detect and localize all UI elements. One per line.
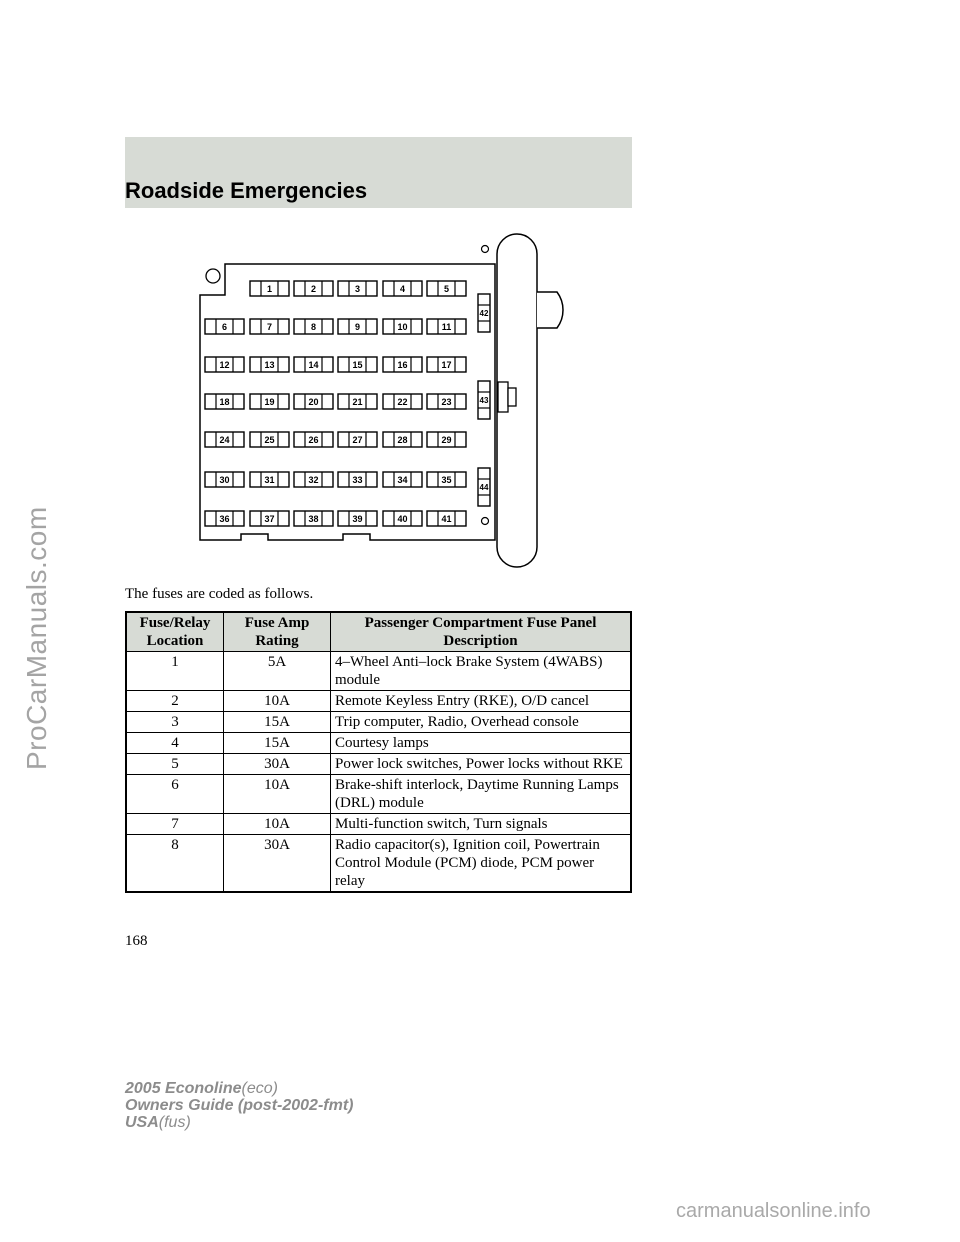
fuse-slot <box>294 357 333 372</box>
footer-market-line <box>125 1114 353 1131</box>
fuse-number: 20 <box>308 397 319 407</box>
cell-description: Radio capacitor(s), Ignition coil, Powertrain Control Module (PCM) diode, PCM power relay <box>331 835 632 893</box>
table-row <box>126 652 631 691</box>
fuse-slot <box>338 511 377 526</box>
fuse-number: 35 <box>441 475 452 485</box>
cell-rating: 5A <box>224 652 331 691</box>
fuse-number: 12 <box>219 360 230 370</box>
fuse-number: 2 <box>310 284 317 294</box>
fuse-number: 9 <box>354 322 361 332</box>
fuse-number: 15 <box>352 360 363 370</box>
cell-location: 5 <box>126 754 224 775</box>
cell-description: 4–Wheel Anti–lock Brake System (4WABS) module <box>331 652 632 691</box>
cell-rating: 15A <box>224 733 331 754</box>
fuse-slot <box>250 394 289 409</box>
fuse-number: 6 <box>221 322 228 332</box>
fuse-number: 25 <box>264 435 275 445</box>
fuse-slot <box>427 357 466 372</box>
table-row <box>126 691 631 712</box>
intro-text: The fuses are coded as follows. <box>125 586 314 602</box>
fuse-slot <box>294 432 333 447</box>
cell-location: 8 <box>126 835 224 893</box>
fuse-slot <box>383 281 422 296</box>
table-row <box>126 835 631 893</box>
fuse-slot <box>294 281 333 296</box>
fuse-slot <box>250 472 289 487</box>
fuse-slot <box>205 472 244 487</box>
fuse-number: 24 <box>219 435 230 445</box>
table-header-row <box>126 612 631 652</box>
side-watermark: ProCarManuals.com <box>21 506 52 770</box>
fuse-number: 37 <box>264 514 275 524</box>
cell-description: Trip computer, Radio, Overhead console <box>331 712 632 733</box>
cell-description: Multi-function switch, Turn signals <box>331 814 632 835</box>
fuse-number: 36 <box>219 514 230 524</box>
fuse-slot <box>383 357 422 372</box>
cell-location: 4 <box>126 733 224 754</box>
cell-rating: 10A <box>224 775 331 814</box>
fuse-number: 33 <box>352 475 363 485</box>
fuse-number: 30 <box>219 475 230 485</box>
bottom-watermark: carmanualsonline.info <box>676 1200 871 1222</box>
section-title: Roadside Emergencies <box>125 178 368 203</box>
footer-model: 2005 Econoline <box>125 1080 242 1097</box>
fuse-number: 1 <box>266 284 273 294</box>
table-row <box>126 775 631 814</box>
fuse-number: 7 <box>266 322 273 332</box>
fuse-number: 10 <box>397 322 408 332</box>
fuse-number: 29 <box>441 435 452 445</box>
cell-description: Brake-shift interlock, Daytime Running Lamps (DRL) module <box>331 775 632 814</box>
fuse-number: 32 <box>308 475 319 485</box>
fuse-slot <box>338 472 377 487</box>
table-row <box>126 754 631 775</box>
cell-location: 3 <box>126 712 224 733</box>
fuse-number: 11 <box>441 322 452 332</box>
fuse-number: 40 <box>397 514 408 524</box>
fuse-number: 5 <box>443 284 450 294</box>
cell-description: Courtesy lamps <box>331 733 632 754</box>
fuse-number: 41 <box>441 514 452 524</box>
table-row <box>126 733 631 754</box>
fuse-slot <box>427 394 466 409</box>
fuse-slot <box>205 319 244 334</box>
fuse-slot <box>250 432 289 447</box>
cell-description: Power lock switches, Power locks without RKE <box>331 754 632 775</box>
fuse-slot <box>383 511 422 526</box>
fuse-slot <box>338 394 377 409</box>
page-number: 168 <box>125 933 148 949</box>
mounting-hole <box>206 269 220 283</box>
fuse-number: 34 <box>397 475 408 485</box>
cell-location: 1 <box>126 652 224 691</box>
fuse-panel-diagram <box>195 232 590 572</box>
fuse-slot <box>294 472 333 487</box>
fuse-slot <box>205 394 244 409</box>
fuse-slot <box>250 357 289 372</box>
cell-rating: 10A <box>224 814 331 835</box>
footer-market-code: (fus) <box>158 1114 191 1131</box>
fuse-number: 18 <box>219 397 230 407</box>
fuse-slot <box>250 281 289 296</box>
footer-model-line <box>125 1080 353 1097</box>
cell-rating: 30A <box>224 835 331 893</box>
fuse-slot <box>250 319 289 334</box>
fuse-number: 21 <box>352 397 363 407</box>
fuse-slot <box>383 319 422 334</box>
connector-tab <box>537 292 563 328</box>
fuse-number: 28 <box>397 435 408 445</box>
cell-rating: 10A <box>224 691 331 712</box>
relay-number: 44 <box>479 483 489 492</box>
relay-slot <box>478 468 490 506</box>
table-row <box>126 712 631 733</box>
fuse-number: 27 <box>352 435 363 445</box>
fuse-slot <box>338 319 377 334</box>
fuse-number: 14 <box>308 360 319 370</box>
fuse-slot <box>338 357 377 372</box>
relay-slot <box>478 294 490 332</box>
col-header-rating: Fuse Amp Rating <box>224 612 331 652</box>
fuse-number: 16 <box>397 360 408 370</box>
fuse-slot <box>383 432 422 447</box>
footer-model-code: (eco) <box>241 1080 278 1097</box>
fuse-number: 19 <box>264 397 275 407</box>
col-header-description: Passenger Compartment Fuse Panel Description <box>331 612 632 652</box>
cell-location: 7 <box>126 814 224 835</box>
fuse-slot <box>383 472 422 487</box>
fuse-slot <box>205 357 244 372</box>
table-row <box>126 814 631 835</box>
fuse-table <box>125 611 632 893</box>
fuse-slot <box>250 511 289 526</box>
fuse-number: 39 <box>352 514 363 524</box>
mounting-hole <box>482 246 489 253</box>
cell-location: 2 <box>126 691 224 712</box>
fuse-number: 38 <box>308 514 319 524</box>
fuse-number: 22 <box>397 397 408 407</box>
relay-number: 42 <box>479 309 489 318</box>
fuse-number: 4 <box>399 284 406 294</box>
fuse-number: 3 <box>354 284 361 294</box>
fuse-number: 26 <box>308 435 319 445</box>
fuse-slot <box>383 394 422 409</box>
fuse-number: 13 <box>264 360 275 370</box>
fuse-slot <box>427 432 466 447</box>
fuse-slot <box>338 432 377 447</box>
fuse-slot <box>427 472 466 487</box>
fuse-slot <box>205 511 244 526</box>
fuse-slot <box>294 394 333 409</box>
footer-market: USA <box>125 1114 159 1131</box>
fuse-slot <box>338 281 377 296</box>
fuse-slot <box>294 319 333 334</box>
fuse-slot <box>205 432 244 447</box>
fuse-slot <box>427 319 466 334</box>
col-header-location: Fuse/Relay Location <box>126 612 224 652</box>
fuse-slot <box>294 511 333 526</box>
fuse-number: 31 <box>264 475 275 485</box>
fuse-panel-svg <box>195 232 590 572</box>
footer <box>125 1080 353 1131</box>
fuse-number: 8 <box>310 322 317 332</box>
cell-rating: 15A <box>224 712 331 733</box>
fuse-number: 23 <box>441 397 452 407</box>
fuse-slot <box>427 511 466 526</box>
footer-guide: Owners Guide (post-2002-fmt) <box>125 1097 354 1114</box>
fuse-number: 17 <box>441 360 452 370</box>
relay-slot <box>478 381 490 419</box>
footer-guide-line <box>125 1097 353 1114</box>
cell-location: 6 <box>126 775 224 814</box>
fuse-slot <box>427 281 466 296</box>
cell-rating: 30A <box>224 754 331 775</box>
cell-description: Remote Keyless Entry (RKE), O/D cancel <box>331 691 632 712</box>
relay-number: 43 <box>479 396 489 405</box>
